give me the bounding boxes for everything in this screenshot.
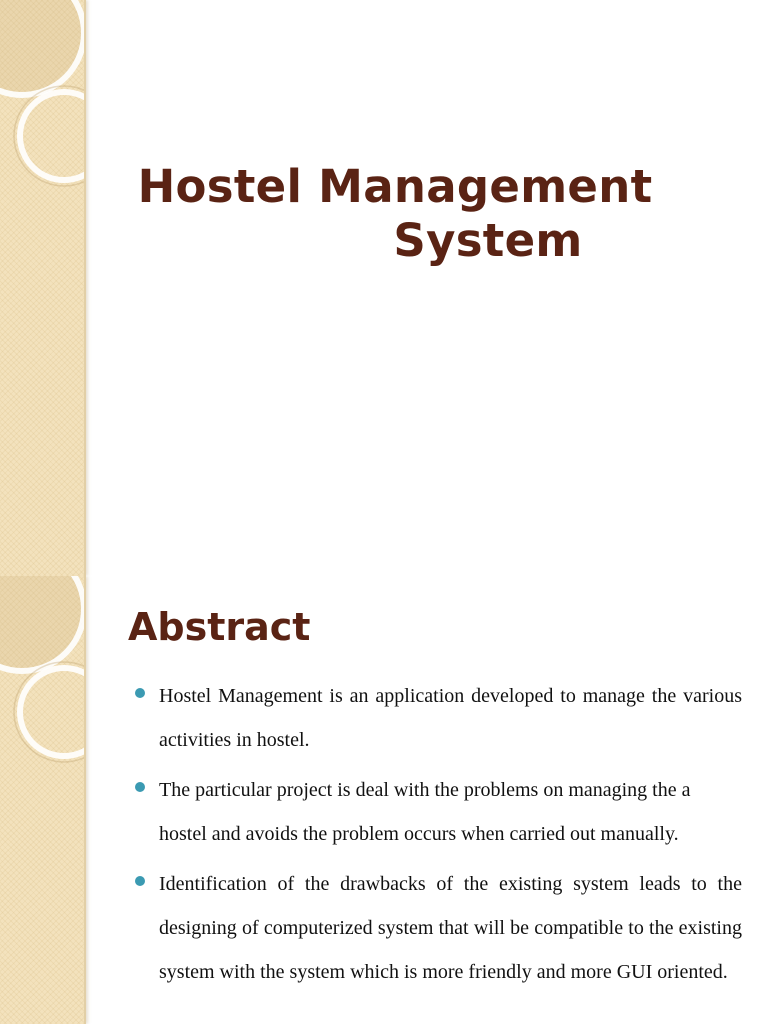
abstract-heading: Abstract — [128, 605, 311, 649]
slide-title-text — [0, 160, 768, 268]
slide-abstract[interactable] — [0, 576, 768, 1024]
bullet-icon — [135, 876, 145, 886]
ring-ornament-icon — [0, 0, 84, 576]
title-line-1: Hostel Management — [137, 160, 653, 213]
bullet-icon — [135, 688, 145, 698]
bullet-text: The particular project is deal with the problems on managing the a hostel and avoids the problem occurs when carried out manually. — [159, 779, 691, 845]
title-line-2: System — [393, 214, 583, 267]
bullet-icon — [135, 782, 145, 792]
bullet-item — [134, 768, 742, 856]
abstract-bullet-list — [134, 674, 742, 1000]
ring-ornament-icon — [0, 576, 84, 1024]
bullet-item — [134, 862, 742, 994]
bullet-text: Identification of the drawbacks of the existing system leads to the designing of computerized system that will be compatible to the existing system with the system which is more friendly and more GUI oriented. — [159, 873, 742, 983]
decorative-side-band — [0, 0, 86, 576]
decorative-side-band — [0, 576, 86, 1024]
bullet-text: Hostel Management is an application developed to manage the various activities in hostel. — [159, 685, 742, 751]
bullet-item — [134, 674, 742, 762]
